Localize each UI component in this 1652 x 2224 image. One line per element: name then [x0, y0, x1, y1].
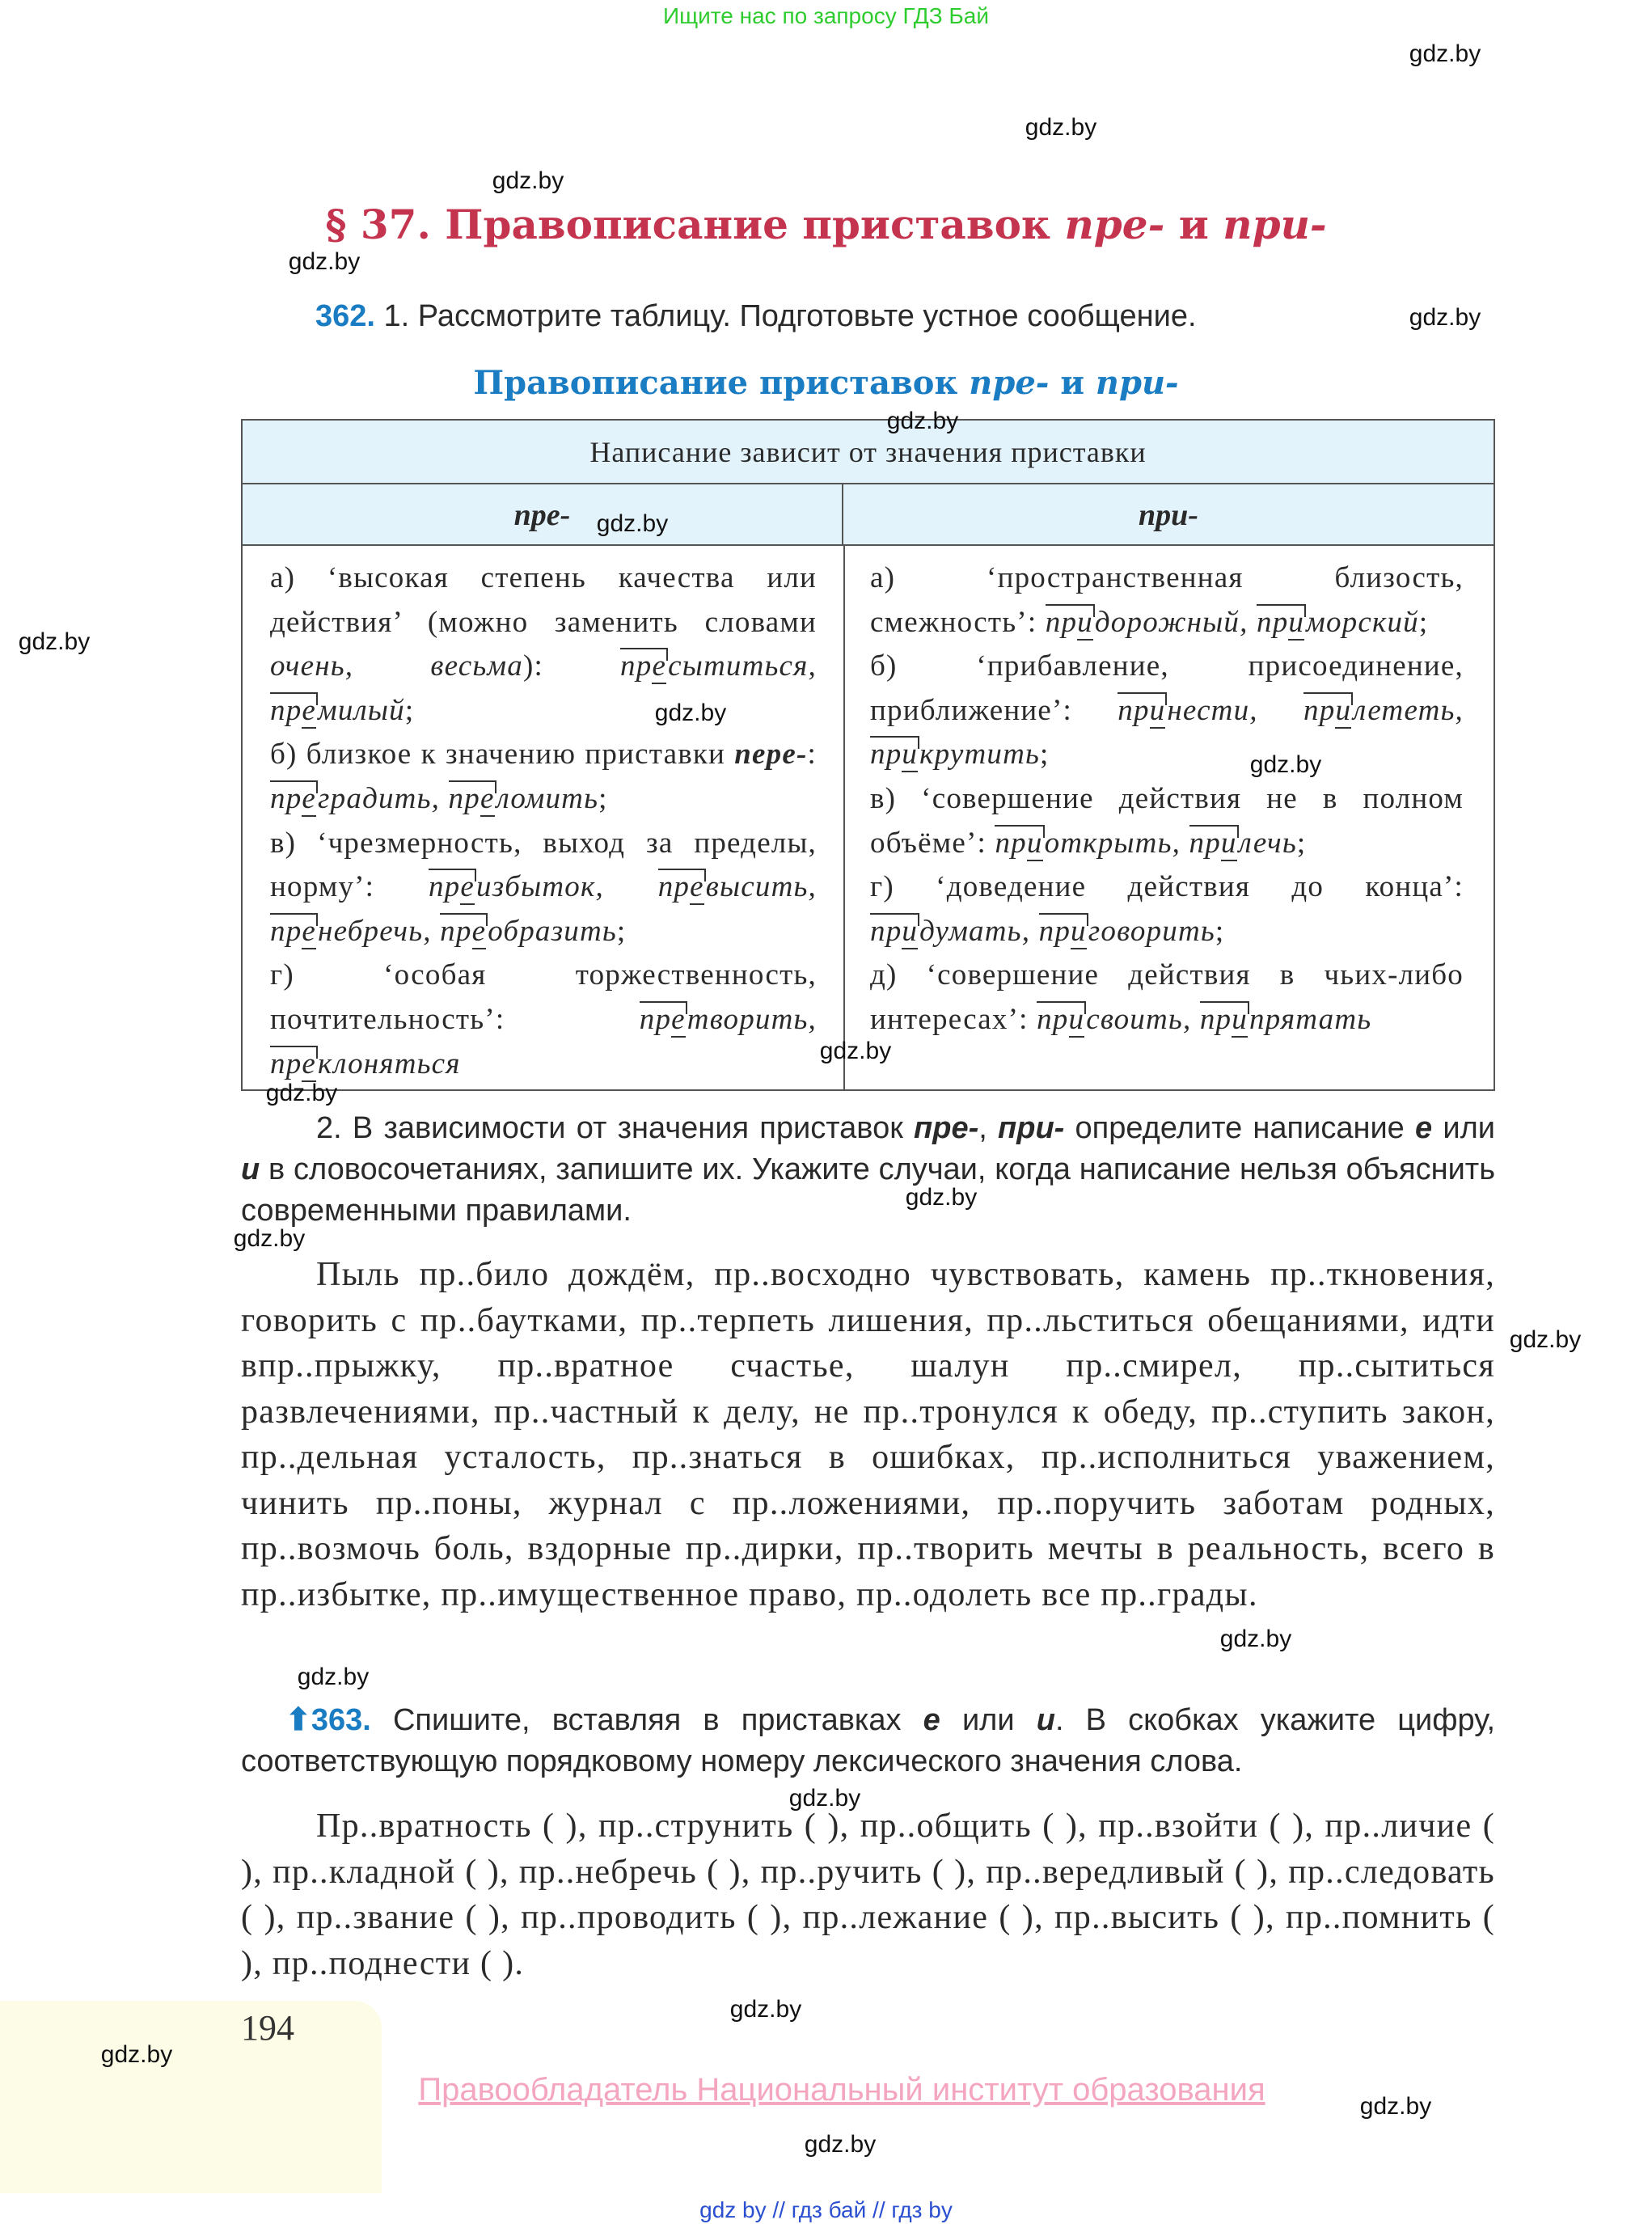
prefix-mark [270, 913, 318, 948]
example-word: высить, [705, 870, 817, 904]
example-word: морский [1306, 605, 1419, 639]
prefix-vowel: и [1232, 1002, 1248, 1036]
example-word: ломить [496, 781, 599, 815]
prefix-consonants: пр [428, 870, 461, 904]
task-text: . В скобках укажите цифру, соответствующую порядковому номеру лексического значения слова. [241, 1703, 1496, 1778]
prefix-vowel: и [902, 738, 919, 772]
exercise-362-instruction [315, 299, 1197, 334]
meaning-item-pre-4 [270, 953, 817, 1086]
text: ; [1296, 826, 1307, 860]
prefix-vowel: е [302, 1046, 317, 1080]
task-text: в словосочетаниях, запишите их. Укажите случаи, когда написание нельзя объяснить современными правилами. [241, 1152, 1495, 1228]
text: д) ‘совершение действия в чьих-либо интересах’: [870, 958, 1464, 1036]
watermark: gdz.by [819, 1038, 892, 1064]
column-divider [843, 546, 845, 1089]
watermark: gdz.by [492, 167, 564, 194]
prefix-consonants: пр [1118, 693, 1150, 727]
table-title-main: Правописание приставок [473, 364, 970, 402]
text: ): [522, 649, 621, 683]
table-title-and: и [1049, 364, 1096, 402]
search-banner[interactable]: Ищите нас по запросу ГДЗ Бай [662, 3, 990, 28]
text: ; [1215, 914, 1225, 948]
section-title [0, 201, 1652, 248]
prefix-label: пере- [734, 738, 808, 772]
prefix-pri: при- [998, 1111, 1065, 1145]
example-word: открыть, [1044, 826, 1189, 860]
task-text: определите написание [1064, 1111, 1416, 1145]
prefix-mark [1118, 692, 1167, 727]
prefix-consonants: пр [995, 826, 1027, 860]
prefix-consonants: пр [270, 1046, 302, 1080]
prefix-consonants: пр [270, 693, 302, 727]
meaning-item-pri-4 [870, 865, 1464, 953]
task-text: Спишите, вставляя в приставках [370, 1703, 923, 1737]
letter-e: е [1415, 1111, 1433, 1145]
cell-pri-meanings [870, 556, 1464, 1042]
prefix-vowel: е [302, 914, 317, 948]
task-text: , [978, 1111, 999, 1145]
text: б) близкое к значению приставки [270, 738, 735, 772]
watermark: gdz.by [233, 1225, 306, 1252]
prefix-vowel: е [652, 649, 667, 683]
watermark: gdz.by [1409, 40, 1481, 67]
prefix-mark [449, 780, 496, 815]
example-word: своить, [1086, 1002, 1200, 1036]
text: а) ‘высокая степень качества или действия’ (можно заменить словами [270, 561, 817, 639]
prefix-mark [995, 825, 1044, 860]
text: в) ‘чрезмерность, выход за пределы, норму’: [270, 826, 817, 904]
prefix-vowel: е [471, 914, 487, 948]
arrow-up-icon: ⬆ [285, 1703, 311, 1737]
text: ; [1418, 605, 1429, 639]
prefix-consonants: пр [448, 781, 480, 815]
prefix-vowel: и [1288, 605, 1305, 639]
prefix-consonants: пр [657, 870, 691, 904]
exercise-363-text: Пр..вратность ( ), пр..струнить ( ), пр..общить ( ), пр..взойти ( ), пр..личие ( ), пр..кладной ( ), пр..небречь ( ), пр..ручить ( ), пр..вередливый ( ), пр..следовать ( ), пр..звание ( ), пр..проводить ( ), пр..лежание ( ), пр..высить ( ), пр..помнить ( ), пр..поднести ( ). [241, 1808, 1495, 1982]
prefix-consonants: пр [440, 914, 472, 948]
meaning-item-pre-2 [270, 733, 817, 821]
column-header-pre: пре- [243, 484, 843, 546]
meaning-item-pri-2 [870, 645, 1464, 777]
example-word: крутить [919, 738, 1041, 772]
example-word: творить, [687, 1002, 817, 1036]
watermark: gdz.by [905, 1184, 978, 1211]
prefix-vowel: и [1220, 826, 1237, 860]
prefix-vowel: и [1026, 826, 1043, 860]
example-word: дорожный, [1094, 605, 1257, 639]
watermark: gdz.by [100, 2041, 173, 2068]
prefix-mark [1046, 604, 1095, 639]
prefix-vowel: е [460, 870, 475, 904]
example-word: говорить [1088, 914, 1215, 948]
watermark: gdz.by [804, 2131, 877, 2158]
prefix-mark [1037, 1001, 1086, 1036]
prefix-mark [658, 869, 706, 903]
prefix-consonants: пр [620, 649, 653, 683]
prefix-consonants: пр [1038, 914, 1071, 948]
prefix-vowel: и [1068, 1002, 1085, 1036]
watermark: gdz.by [1249, 751, 1322, 778]
prefix-mark [1257, 604, 1306, 639]
prefix-vowel: е [302, 693, 317, 727]
title-main: § 37. Правописание приставок [325, 201, 1065, 248]
table-title-pri: при- [1095, 364, 1179, 402]
prefix-mark [440, 913, 488, 948]
prefix-vowel: е [302, 781, 317, 815]
cell-pre-meanings [270, 556, 817, 1086]
task-2-instruction [241, 1108, 1495, 1232]
prefix-consonants: пр [1037, 1002, 1069, 1036]
prefix-mark [429, 869, 476, 903]
meaning-item-pri-5 [870, 953, 1464, 1042]
prefix-vowel: и [1149, 693, 1166, 727]
watermark: gdz.by [18, 628, 91, 655]
prefix-consonants: пр [1189, 826, 1221, 860]
example-word: лечь [1238, 826, 1297, 860]
prefix-mark [1039, 913, 1088, 948]
watermark: gdz.by [886, 408, 959, 434]
task-text: или [940, 1703, 1037, 1737]
example-word: лететь, [1353, 693, 1464, 727]
letter-i: и [1036, 1703, 1055, 1737]
example-word: прятать [1249, 1002, 1372, 1036]
task-text: или [1432, 1111, 1495, 1145]
example-word: думать, [919, 914, 1039, 948]
watermark: gdz.by [1509, 1326, 1582, 1353]
watermark: gdz.by [729, 1996, 802, 2023]
text: б) ‘прибавление, присоединение, приближение’: [870, 649, 1464, 727]
example-word: нести, [1167, 693, 1304, 727]
text: ; [1040, 738, 1050, 772]
meaning-item-pre-3 [270, 822, 817, 954]
prefix-consonants: пр [270, 781, 302, 815]
table-title [0, 364, 1652, 402]
footer-links[interactable]: gdz by // гдз бай // гдз by [699, 2197, 953, 2222]
prefix-consonants: пр [1257, 605, 1289, 639]
prefix-mark [270, 1046, 318, 1080]
page-number: 194 [241, 2008, 294, 2048]
exercise-362-text: Пыль пр..било дождём, пр..восходно чувствовать, камень пр..ткновения, говорить с пр..баутками, пр..терпеть лишения, пр..льститься обещаниями, идти впр..прыжку, пр..вратное счастье, шалун пр..смирел, пр..сытиться развлечениями, пр..частный к делу, не пр..тронулся к обеду, пр..ступить закон, пр..дельная усталость, пр..знаться в ошибках, пр..исполниться уважением, чинить пр..поны, журнал с пр..ложениями, пр..поручить заботам родных, пр..возмочь боль, вздорные пр..дирки, пр..творить мечты в реальность, всего в пр..избытке, пр..имущественное право, пр..одолеть все пр..грады. [241, 1256, 1495, 1613]
prefix-mark [1200, 1001, 1249, 1036]
prefix-consonants: пр [639, 1002, 672, 1036]
prefix-pre: пре- [914, 1111, 979, 1145]
exercise-363-instruction [241, 1700, 1495, 1782]
text: ; [616, 914, 627, 948]
watermark: gdz.by [1359, 2093, 1432, 2120]
prefix-vowel: и [1071, 914, 1087, 948]
example-word: сытиться, [668, 649, 818, 683]
column-header-pri: при- [843, 484, 1494, 546]
text: а) ‘пространственная близость, смежность’: [870, 561, 1464, 639]
text: ; [404, 693, 415, 727]
prefix-consonants: пр [1045, 605, 1078, 639]
watermark: gdz.by [297, 1664, 370, 1690]
prefix-vowel: е [690, 870, 704, 904]
example-word: очень, весьма [270, 649, 523, 683]
exercise-number: 363. [311, 1703, 371, 1737]
prefix-vowel: и [1077, 605, 1093, 639]
prefix-mark [270, 692, 318, 727]
watermark: gdz.by [1025, 114, 1097, 141]
watermark: gdz.by [265, 1080, 338, 1106]
text: в) ‘совершение действия не в полном объёме’: [870, 781, 1464, 860]
title-pre: пре- [1064, 201, 1165, 248]
watermark: gdz.by [1219, 1626, 1292, 1652]
prefix-mark [1189, 825, 1239, 860]
prefix-consonants: пр [270, 914, 302, 948]
prefix-mark [270, 780, 318, 815]
watermark: gdz.by [788, 1785, 861, 1812]
text: : [807, 738, 817, 772]
table-title-pre: пре- [969, 364, 1050, 402]
prefix-consonants: пр [1303, 693, 1336, 727]
prefix-consonants: пр [870, 738, 902, 772]
exercise-number: 362. [315, 299, 375, 333]
watermark: gdz.by [1409, 304, 1481, 331]
prefix-vowel: е [480, 781, 495, 815]
task-text: 2. В зависимости от значения приставок [316, 1111, 915, 1145]
title-pri: при- [1223, 201, 1327, 248]
example-word: избыток, [475, 870, 658, 904]
prefix-mark [870, 913, 919, 948]
prefix-vowel: и [902, 914, 919, 948]
meaning-item-pre-1 [270, 556, 817, 733]
prefix-mark [640, 1001, 687, 1036]
watermark: gdz.by [288, 248, 361, 275]
meaning-item-pri-3 [870, 777, 1464, 865]
prefix-mark [870, 736, 919, 771]
prefix-mark [620, 648, 668, 683]
example-word: градить, [318, 781, 449, 815]
text: ; [598, 781, 608, 815]
prefix-vowel: е [671, 1002, 686, 1036]
prefix-vowel: и [1335, 693, 1352, 727]
exercise-text: 1. Рассмотрите таблицу. Подготовьте устное сообщение. [374, 299, 1197, 333]
letter-i: и [241, 1152, 260, 1186]
letter-e: е [923, 1703, 940, 1737]
text: г) ‘доведение действия до конца’: [870, 870, 1464, 904]
title-and: и [1164, 201, 1223, 248]
example-word: образить [488, 914, 617, 948]
prefix-mark [1303, 692, 1353, 727]
meaning-item-pri-1 [870, 556, 1464, 645]
text: г) ‘особая торжественность, почтительность’: [270, 958, 817, 1036]
prefix-consonants: пр [1199, 1002, 1232, 1036]
watermark: gdz.by [596, 510, 669, 537]
copyright-link[interactable]: Правообладатель Национальный институт образования [418, 2072, 1265, 2108]
prefix-consonants: пр [870, 914, 902, 948]
watermark: gdz.by [654, 700, 727, 726]
example-word: небречь, [318, 914, 441, 948]
example-word: милый [318, 693, 405, 727]
table-header: Написание зависит от значения приставки [243, 421, 1494, 484]
example-word: клоняться [318, 1046, 461, 1080]
